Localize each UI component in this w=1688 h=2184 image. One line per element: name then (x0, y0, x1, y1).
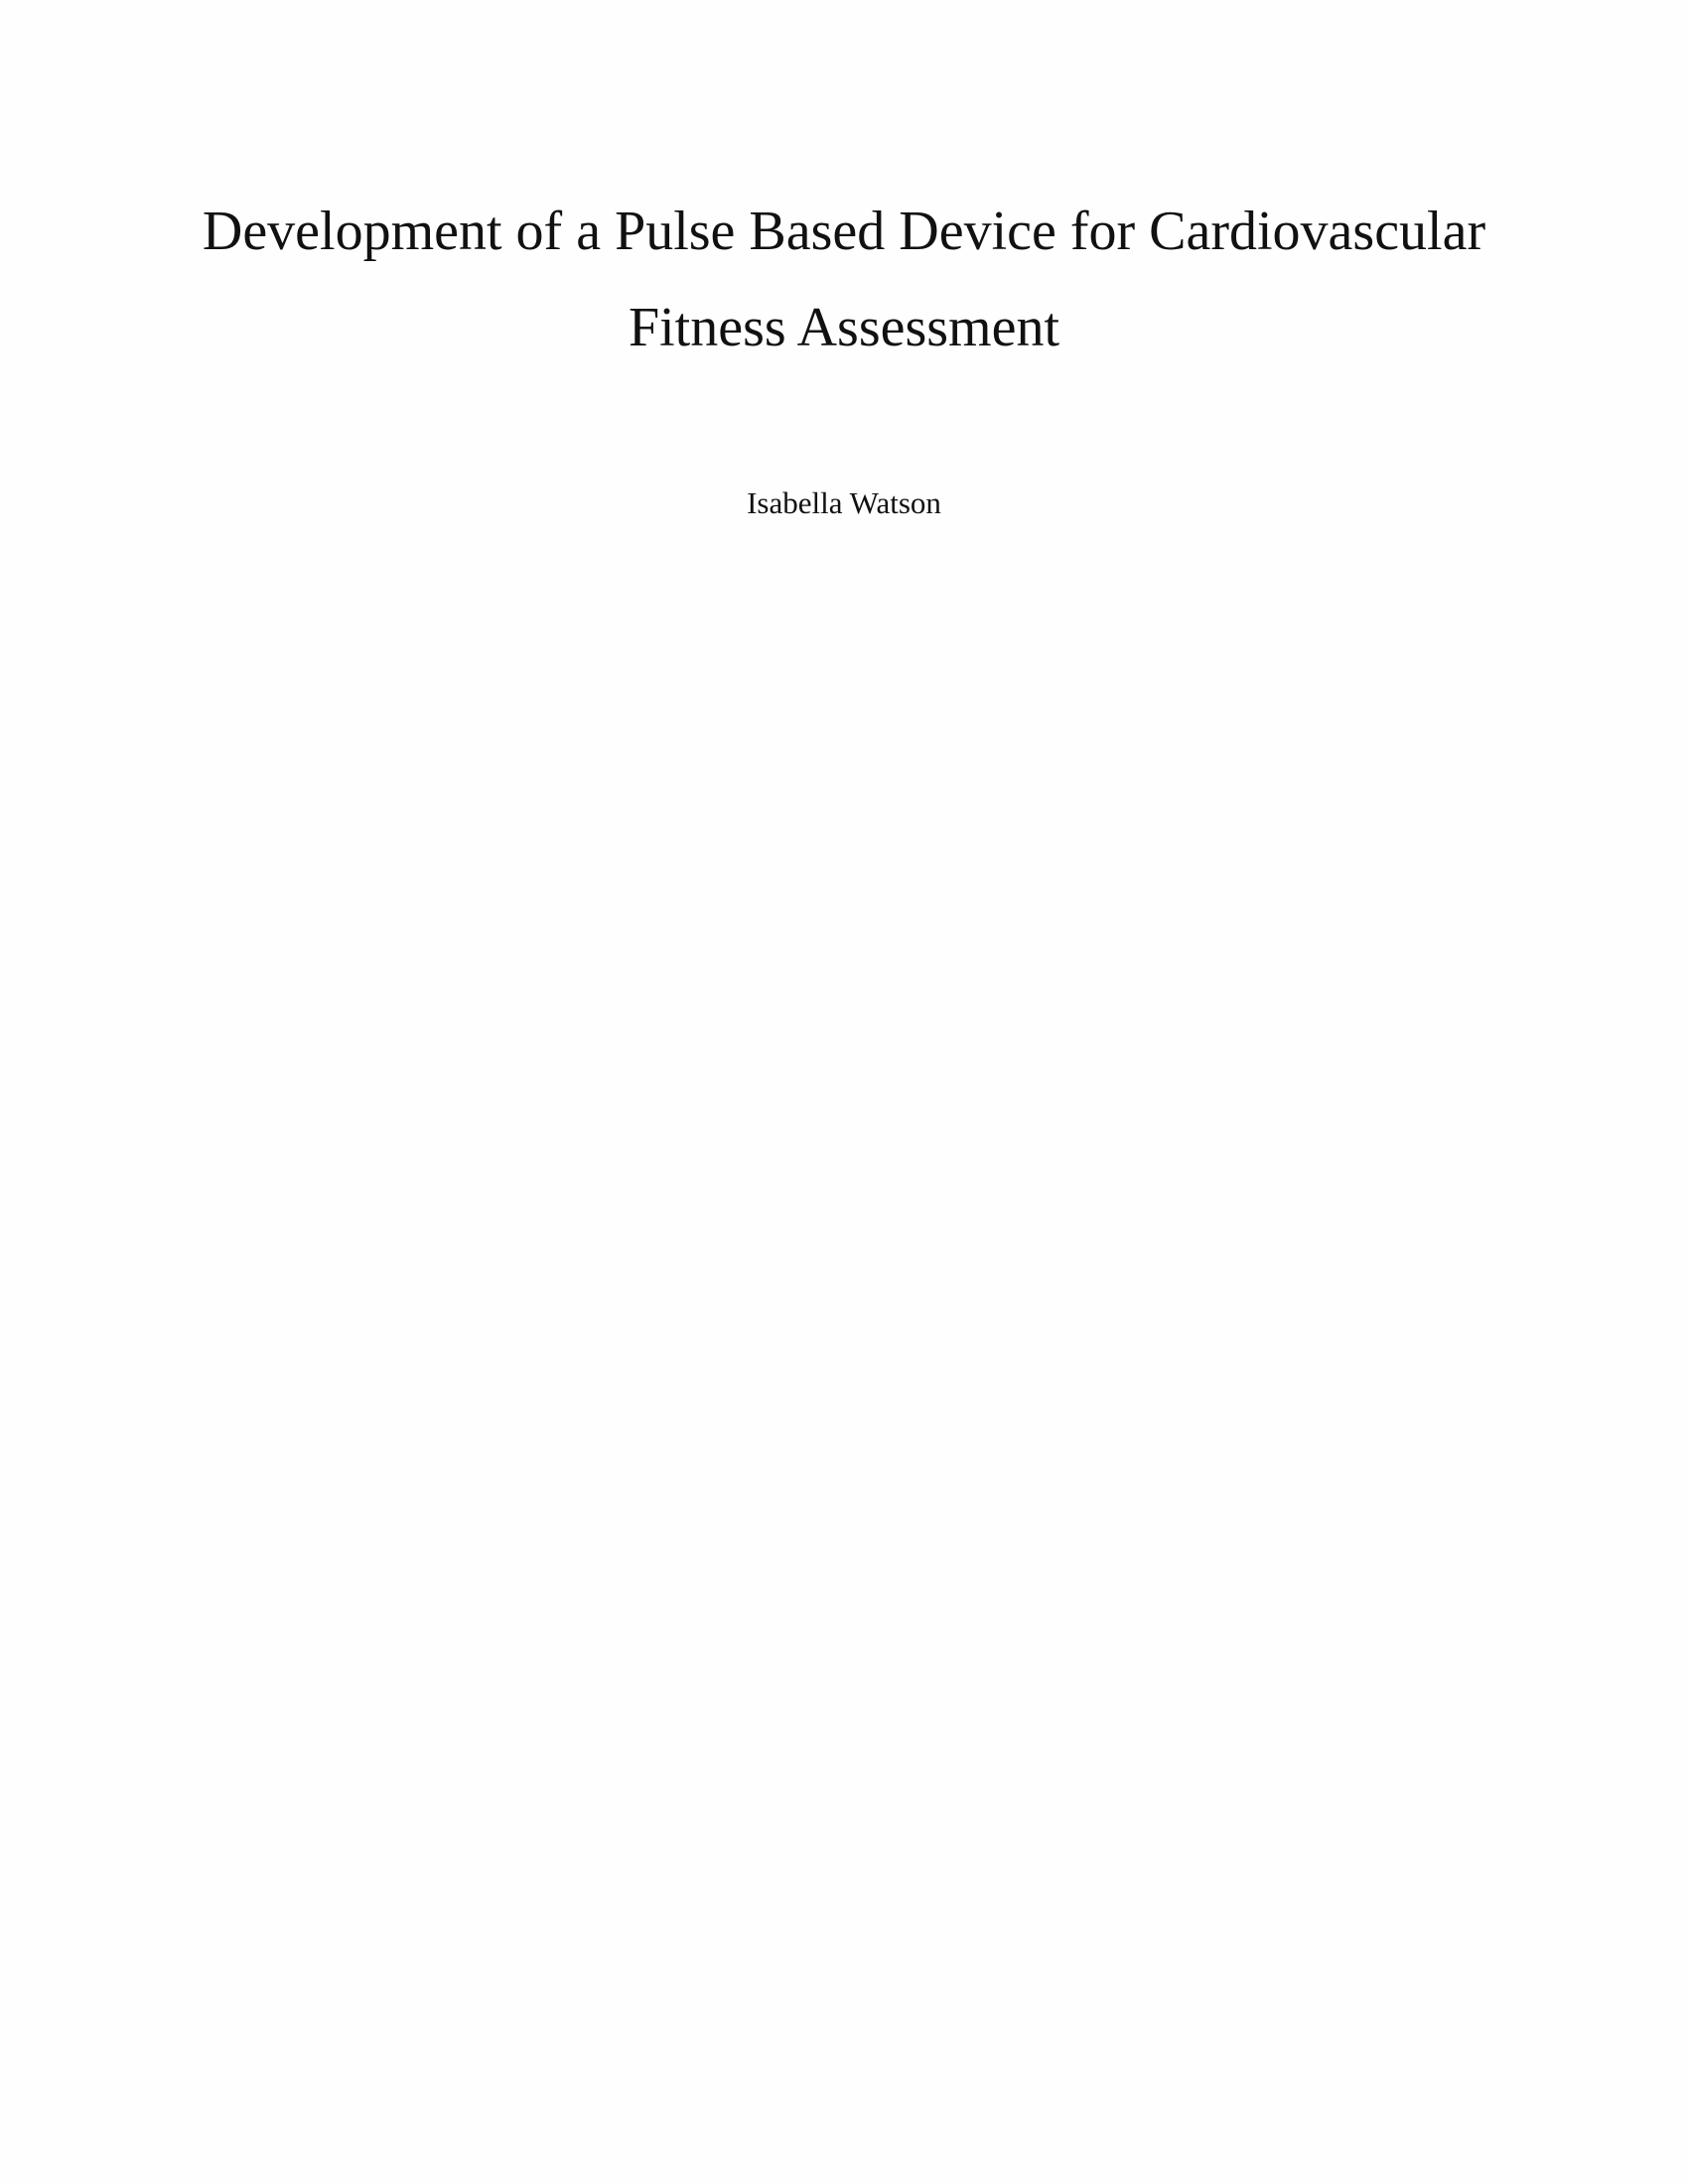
title-line-1: Development of a Pulse Based Device for Cardiovascular (202, 201, 1486, 262)
author-name: Isabella Watson (747, 485, 941, 520)
title-line-2: Fitness Assessment (628, 297, 1060, 358)
